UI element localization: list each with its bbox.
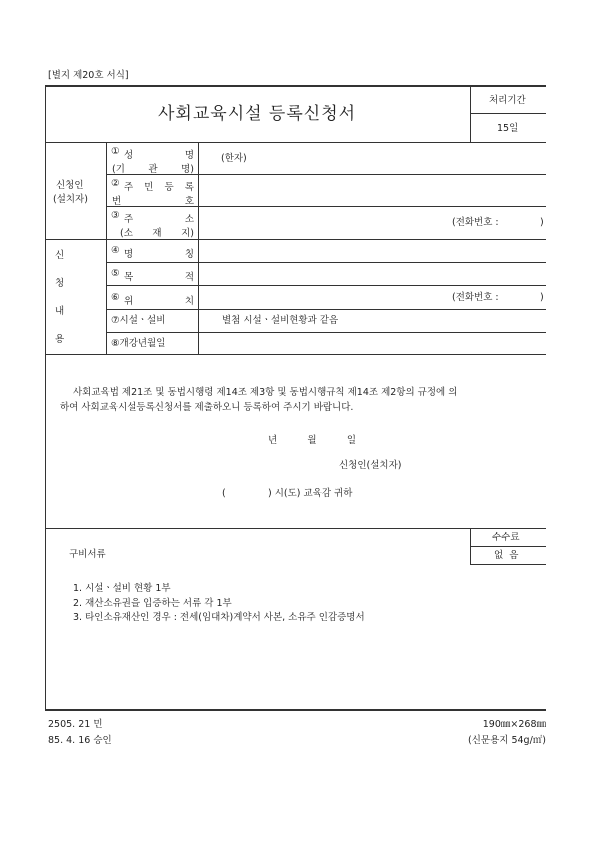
applicant-signature-label: 신청인(설치자) [339, 460, 402, 471]
paper-type: (신문용지 54g/㎡) [468, 735, 546, 746]
required-document-item: 3. 타인소유재산인 경우 : 전세(임대차)계약서 사본, 소유주 인감증명서 [73, 612, 365, 623]
facility-phone-close: ) [540, 292, 544, 303]
applicant-name-label: 성 명 [124, 150, 194, 161]
statement-line-1: 사회교육법 제21조 및 동법시행령 제14조 제3항 및 동법시행규칙 제14조 제2항의 규정에 의 [73, 387, 458, 398]
approval-date: 85. 4. 16 승인 [48, 735, 112, 746]
facilities-label: ⑦시설ㆍ설비 [111, 315, 166, 326]
applicant-phone-label: (전화번호 : [452, 217, 499, 228]
opening-date-label: ⑧개강년월일 [111, 338, 166, 349]
resident-number-label: 번 호 [112, 196, 194, 207]
form-code: 2505. 21 민 [48, 719, 103, 730]
fee-value: 없 음 [494, 550, 519, 561]
required-document-item: 1. 시설ㆍ설비 현황 1부 [73, 583, 171, 594]
field-number: ③ [111, 210, 120, 221]
purpose-label: 목 적 [124, 272, 194, 283]
recipient-open-paren: ( [222, 488, 226, 499]
field-number: ④ [111, 245, 120, 256]
applicant-org-name-label: (기 관 명) [112, 164, 194, 175]
hanja-note: (한자) [221, 153, 247, 164]
processing-period-value: 15일 [497, 123, 519, 134]
address-label: 주 소 [124, 214, 194, 225]
recipient-line: ) 시(도) 교육감 귀하 [268, 488, 353, 499]
location-label: 위 치 [124, 296, 194, 307]
required-documents-heading: 구비서류 [69, 549, 106, 560]
form-title: 사회교육시설 등록신청서 [158, 104, 357, 124]
processing-period-label: 처리기간 [489, 95, 526, 106]
contents-group-char: 용 [55, 334, 65, 345]
applicant-group-sublabel: (설치자) [53, 194, 88, 205]
field-number: ① [111, 146, 120, 157]
field-number: ② [111, 178, 120, 189]
facility-phone-label: (전화번호 : [452, 292, 499, 303]
resident-registration-label: 주 민 등 록 [124, 182, 194, 193]
contents-group-char: 청 [55, 278, 65, 289]
fee-label: 수수료 [492, 532, 520, 543]
required-document-item: 2. 재산소유권을 입증하는 서류 각 1부 [73, 598, 232, 609]
contents-group-char: 내 [55, 306, 65, 317]
facilities-value: 별첨 시설ㆍ설비현황과 같음 [222, 315, 339, 326]
form-number: [별지 제20호 서식] [48, 70, 129, 81]
applicant-phone-close: ) [540, 217, 544, 228]
location-sublabel: (소 재 지) [120, 228, 194, 239]
field-number: ⑥ [111, 292, 120, 303]
date-line: 년 월 일 [268, 435, 356, 446]
contents-group-char: 신 [55, 250, 65, 261]
applicant-group-label: 신청인 [56, 180, 84, 191]
field-number: ⑤ [111, 268, 120, 279]
paper-size: 190㎜×268㎜ [482, 719, 546, 730]
facility-name-label: 명 칭 [124, 249, 194, 260]
statement-line-2: 하여 사회교육시설등록신청서를 제출하오니 등록하여 주시기 바랍니다. [60, 402, 354, 413]
